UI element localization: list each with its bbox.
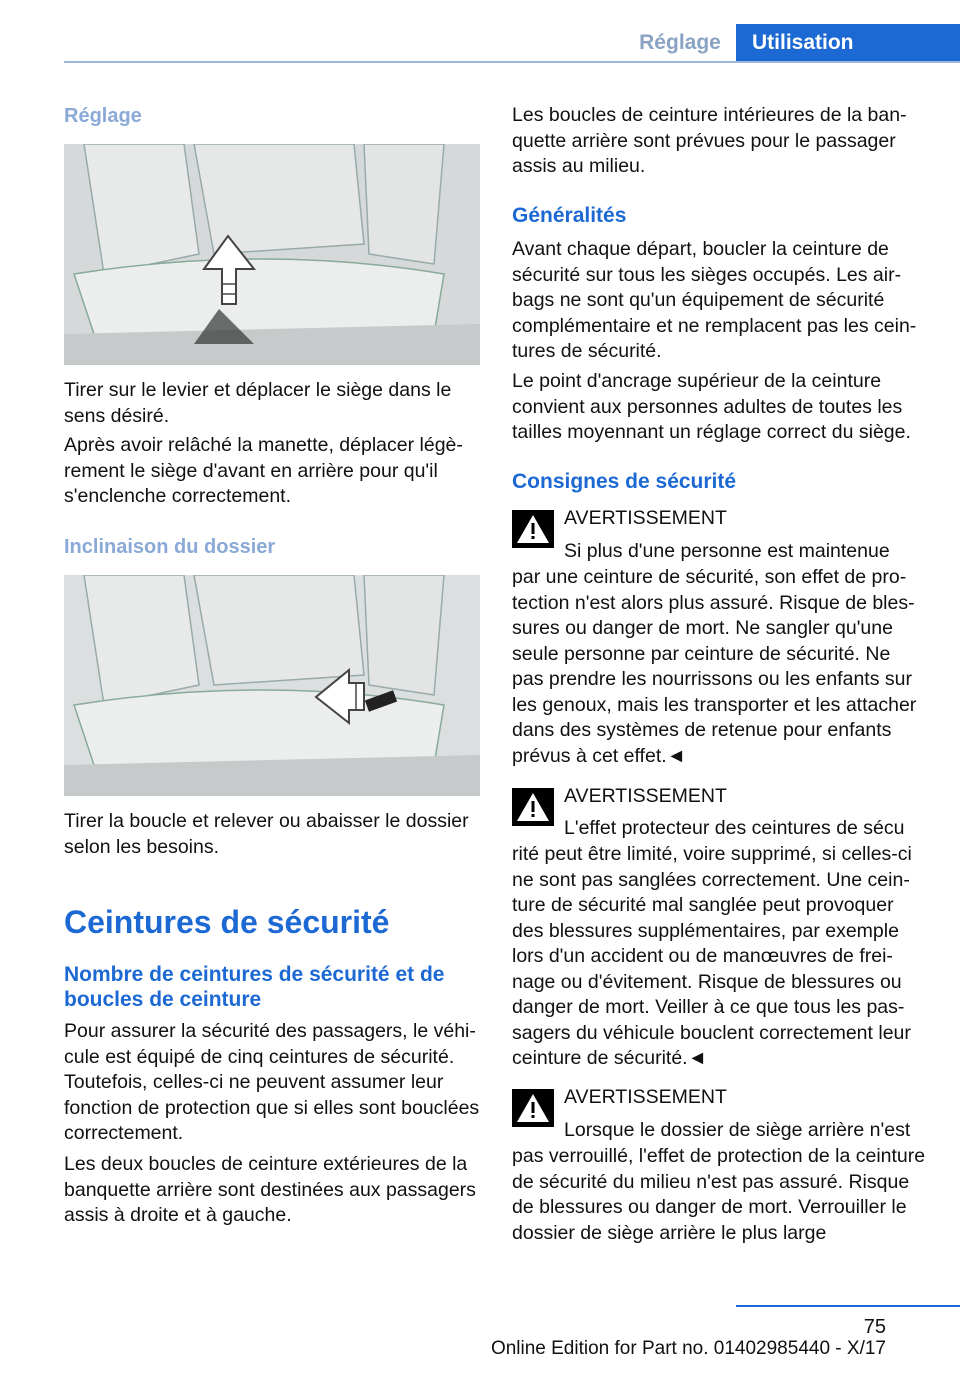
- warning-text: L'effet protecteur des ceintures de sécu: [564, 817, 905, 839]
- warning-title: AVERTISSEMENT: [564, 1086, 727, 1108]
- paragraph: Tirer sur le levier et déplacer le siège dans le sens désiré.: [64, 379, 452, 427]
- paragraph: Le point d'ancrage supérieur de la ceinture convient aux personnes adultes de toutes les tailles moyennant un réglage correct du siège.: [512, 370, 911, 443]
- seat-adjust-illustration: [64, 144, 480, 365]
- warning-text: pas verrouillé, l'effet de protection de la ceinture de sécurité du milieu n'est pas assuré. Risque de blessures ou danger de mort. Verrouiller le dossier de siège arrière le plus large: [512, 1145, 926, 1244]
- paragraph: Tirer la boucle et relever ou abaisser le dossier selon les besoins.: [64, 810, 469, 858]
- warning-text: par une ceinture de sécurité, son effet de protection n'est alors plus assuré. Risque de blessures ou danger de mort. Ne sangler qu'une seule personne par ceinture de sécurité. Ne pas prendre les nourrissons ou les enfants sur les genoux, mais les transporter et les attacher dans des systèmes de retenue pour enfants prévus à cet effet.◄: [512, 566, 917, 767]
- tab-reglage[interactable]: Réglage: [639, 31, 721, 54]
- paragraph: Après avoir relâché la manette, déplacer légèrement le siège d'avant en arrière pour qu'il s'enclenche correctement.: [64, 434, 463, 507]
- warning-text: Si plus d'une personne est maintenue: [564, 540, 890, 562]
- section-title-nombre: Nombre de ceintures de sécurité et de boucles de ceinture: [64, 963, 445, 1011]
- paragraph: Les deux boucles de ceinture extérieures de la banquette arrière sont destinées aux passagers assis à droite et à gauche.: [64, 1153, 476, 1226]
- seat-adjust-figure: [64, 144, 480, 365]
- paragraph: Pour assurer la sécurité des passagers, le véhicule est équipé de cinq ceintures de sécurité. Toutefois, celles-ci ne peuvent assumer leur fonction de protection que si elles sont bouclées correctement.: [64, 1020, 480, 1144]
- warning-icon: [512, 788, 554, 826]
- warning-icon: [512, 1089, 554, 1127]
- section-title-generalites: Généralités: [512, 204, 627, 227]
- chapter-title: Ceintures de sécurité: [64, 904, 390, 940]
- tab-utilisation[interactable]: Utilisation: [736, 24, 960, 62]
- warning-text: Lorsque le dossier de siège arrière n'est: [564, 1119, 911, 1141]
- backrest-figure: [64, 575, 480, 796]
- warning-title: AVERTISSEMENT: [564, 785, 727, 807]
- section-title-reglage: Réglage: [64, 105, 142, 127]
- paragraph: Avant chaque départ, boucler la ceinture de sécurité sur tous les sièges occupés. Les airbags ne sont qu'un équipement de sécurité complémentaire et ne remplacent pas les ceintures de sécurité.: [512, 238, 917, 362]
- header-divider: [64, 61, 960, 63]
- backrest-illustration: [64, 575, 480, 796]
- warning-icon: [512, 510, 554, 548]
- footer-divider: [736, 1305, 960, 1307]
- warning-title: AVERTISSEMENT: [564, 507, 727, 529]
- page-number: 75: [863, 1316, 886, 1338]
- warning-text: rité peut être limité, voire supprimé, si celles-ci ne sont pas sanglées correctement. Une ceinture de sécurité mal sanglée peut provoquer des blessures supplémentaires, par exemple lors d'un accident ou de manœuvres de freinage ou d'évitement. Risque de blessures ou danger de mort. Veiller à ce que tous les passagers du véhicule bouclent correctement leur ceinture de sécurité.◄: [512, 843, 912, 1069]
- section-title-consignes: Consignes de sécurité: [512, 470, 737, 493]
- paragraph: Les boucles de ceinture intérieures de la banquette arrière sont prévues pour le passager assis au milieu.: [512, 104, 907, 177]
- edition-line: Online Edition for Part no. 01402985440 - X/17: [490, 1338, 886, 1359]
- section-title-inclinaison: Inclinaison du dossier: [64, 536, 276, 558]
